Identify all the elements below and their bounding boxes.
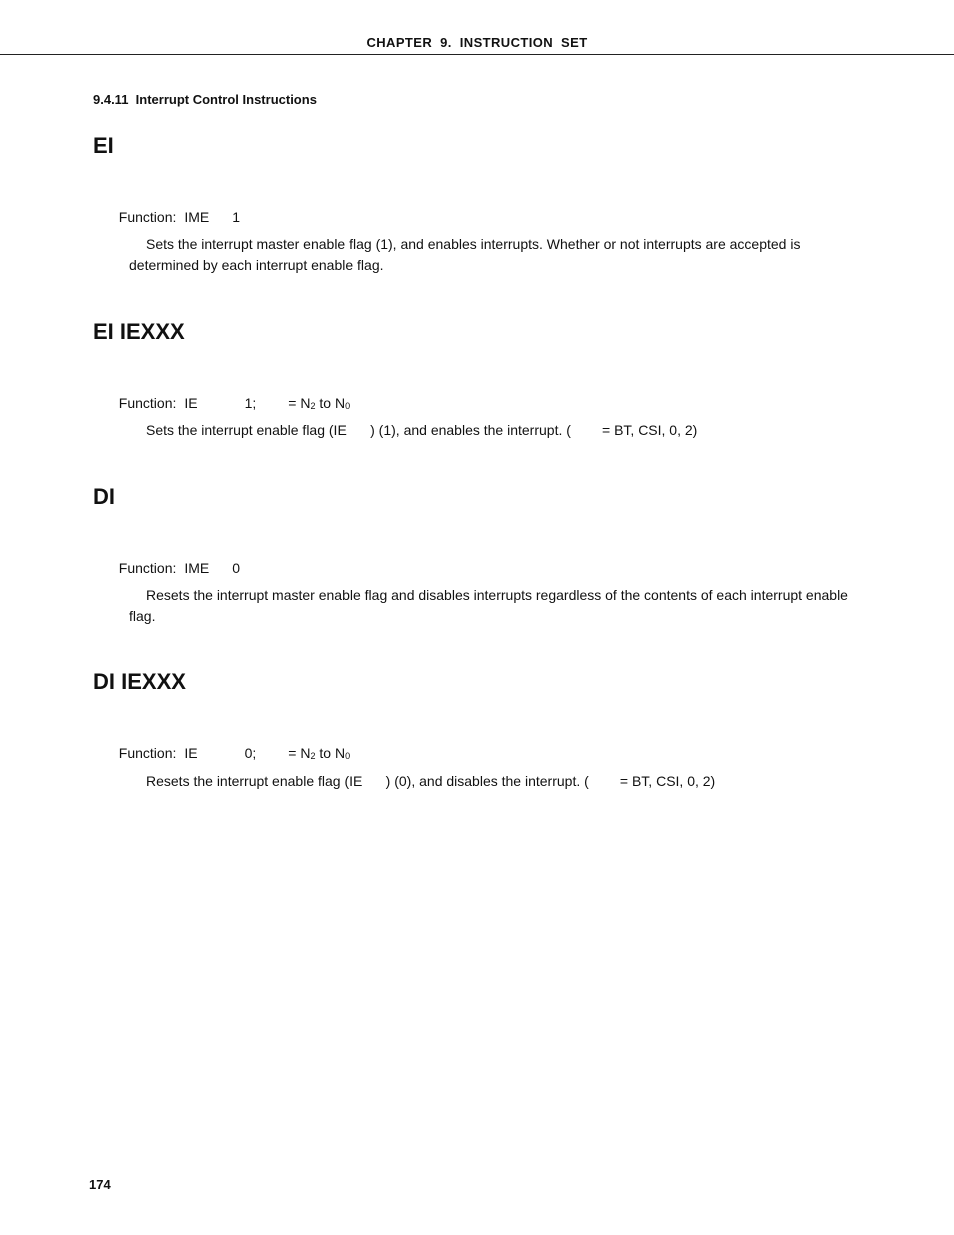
function-label: Function: [118,395,177,411]
instruction-title-di: DI [93,484,115,509]
function-rhs: 1 [232,209,241,225]
function-lhs: IE [184,745,198,761]
function-label: Function: [118,209,177,225]
description-di-iexxx: Resets the interrupt enable flag (IE ) (0), and disables the interrupt. ( = BT, CSI, 0, 2) [146,773,716,789]
instruction-title-di-iexxx: DI IEXXX [93,669,186,694]
function-range: = $N_2$ to $N_0$ [288,745,351,761]
function-range: = $N_2$ to $N_0$ [288,395,351,411]
function-lhs: IE [184,395,198,411]
page-number: 174 [89,1177,111,1192]
description-ei-iexxx: Sets the interrupt enable flag (IE ) (1), and enables the interrupt. ( = BT, CSI, 0, 2) [146,422,698,438]
function-line-ei-iexxx [111,379,350,411]
function-lhs: IME [184,560,210,576]
function-line-di-iexxx [111,729,350,761]
header-rule [0,54,954,55]
function-rhs: 1; [244,395,257,411]
instruction-title-ei: EI [93,133,114,158]
function-label: Function: [118,560,177,576]
function-line-ei [111,193,240,225]
section-heading: 9.4.11 Interrupt Control Instructions [93,92,317,107]
function-rhs: 0; [244,745,257,761]
function-rhs: 0 [232,560,241,576]
function-label: Function: [118,745,177,761]
running-header: CHAPTER 9. INSTRUCTION SET [366,35,588,50]
description-ei: Sets the interrupt master enable flag (1), and enables interrupts. Whether or not interrupts are accepted is determined by each interrupt enable flag. [129,236,801,273]
description-di: Resets the interrupt master enable flag and disables interrupts regardless of the contents of each interrupt enable flag. [129,587,848,624]
function-lhs: IME [184,209,210,225]
instruction-title-ei-iexxx: EI IEXXX [93,319,185,344]
function-line-di [111,544,240,576]
